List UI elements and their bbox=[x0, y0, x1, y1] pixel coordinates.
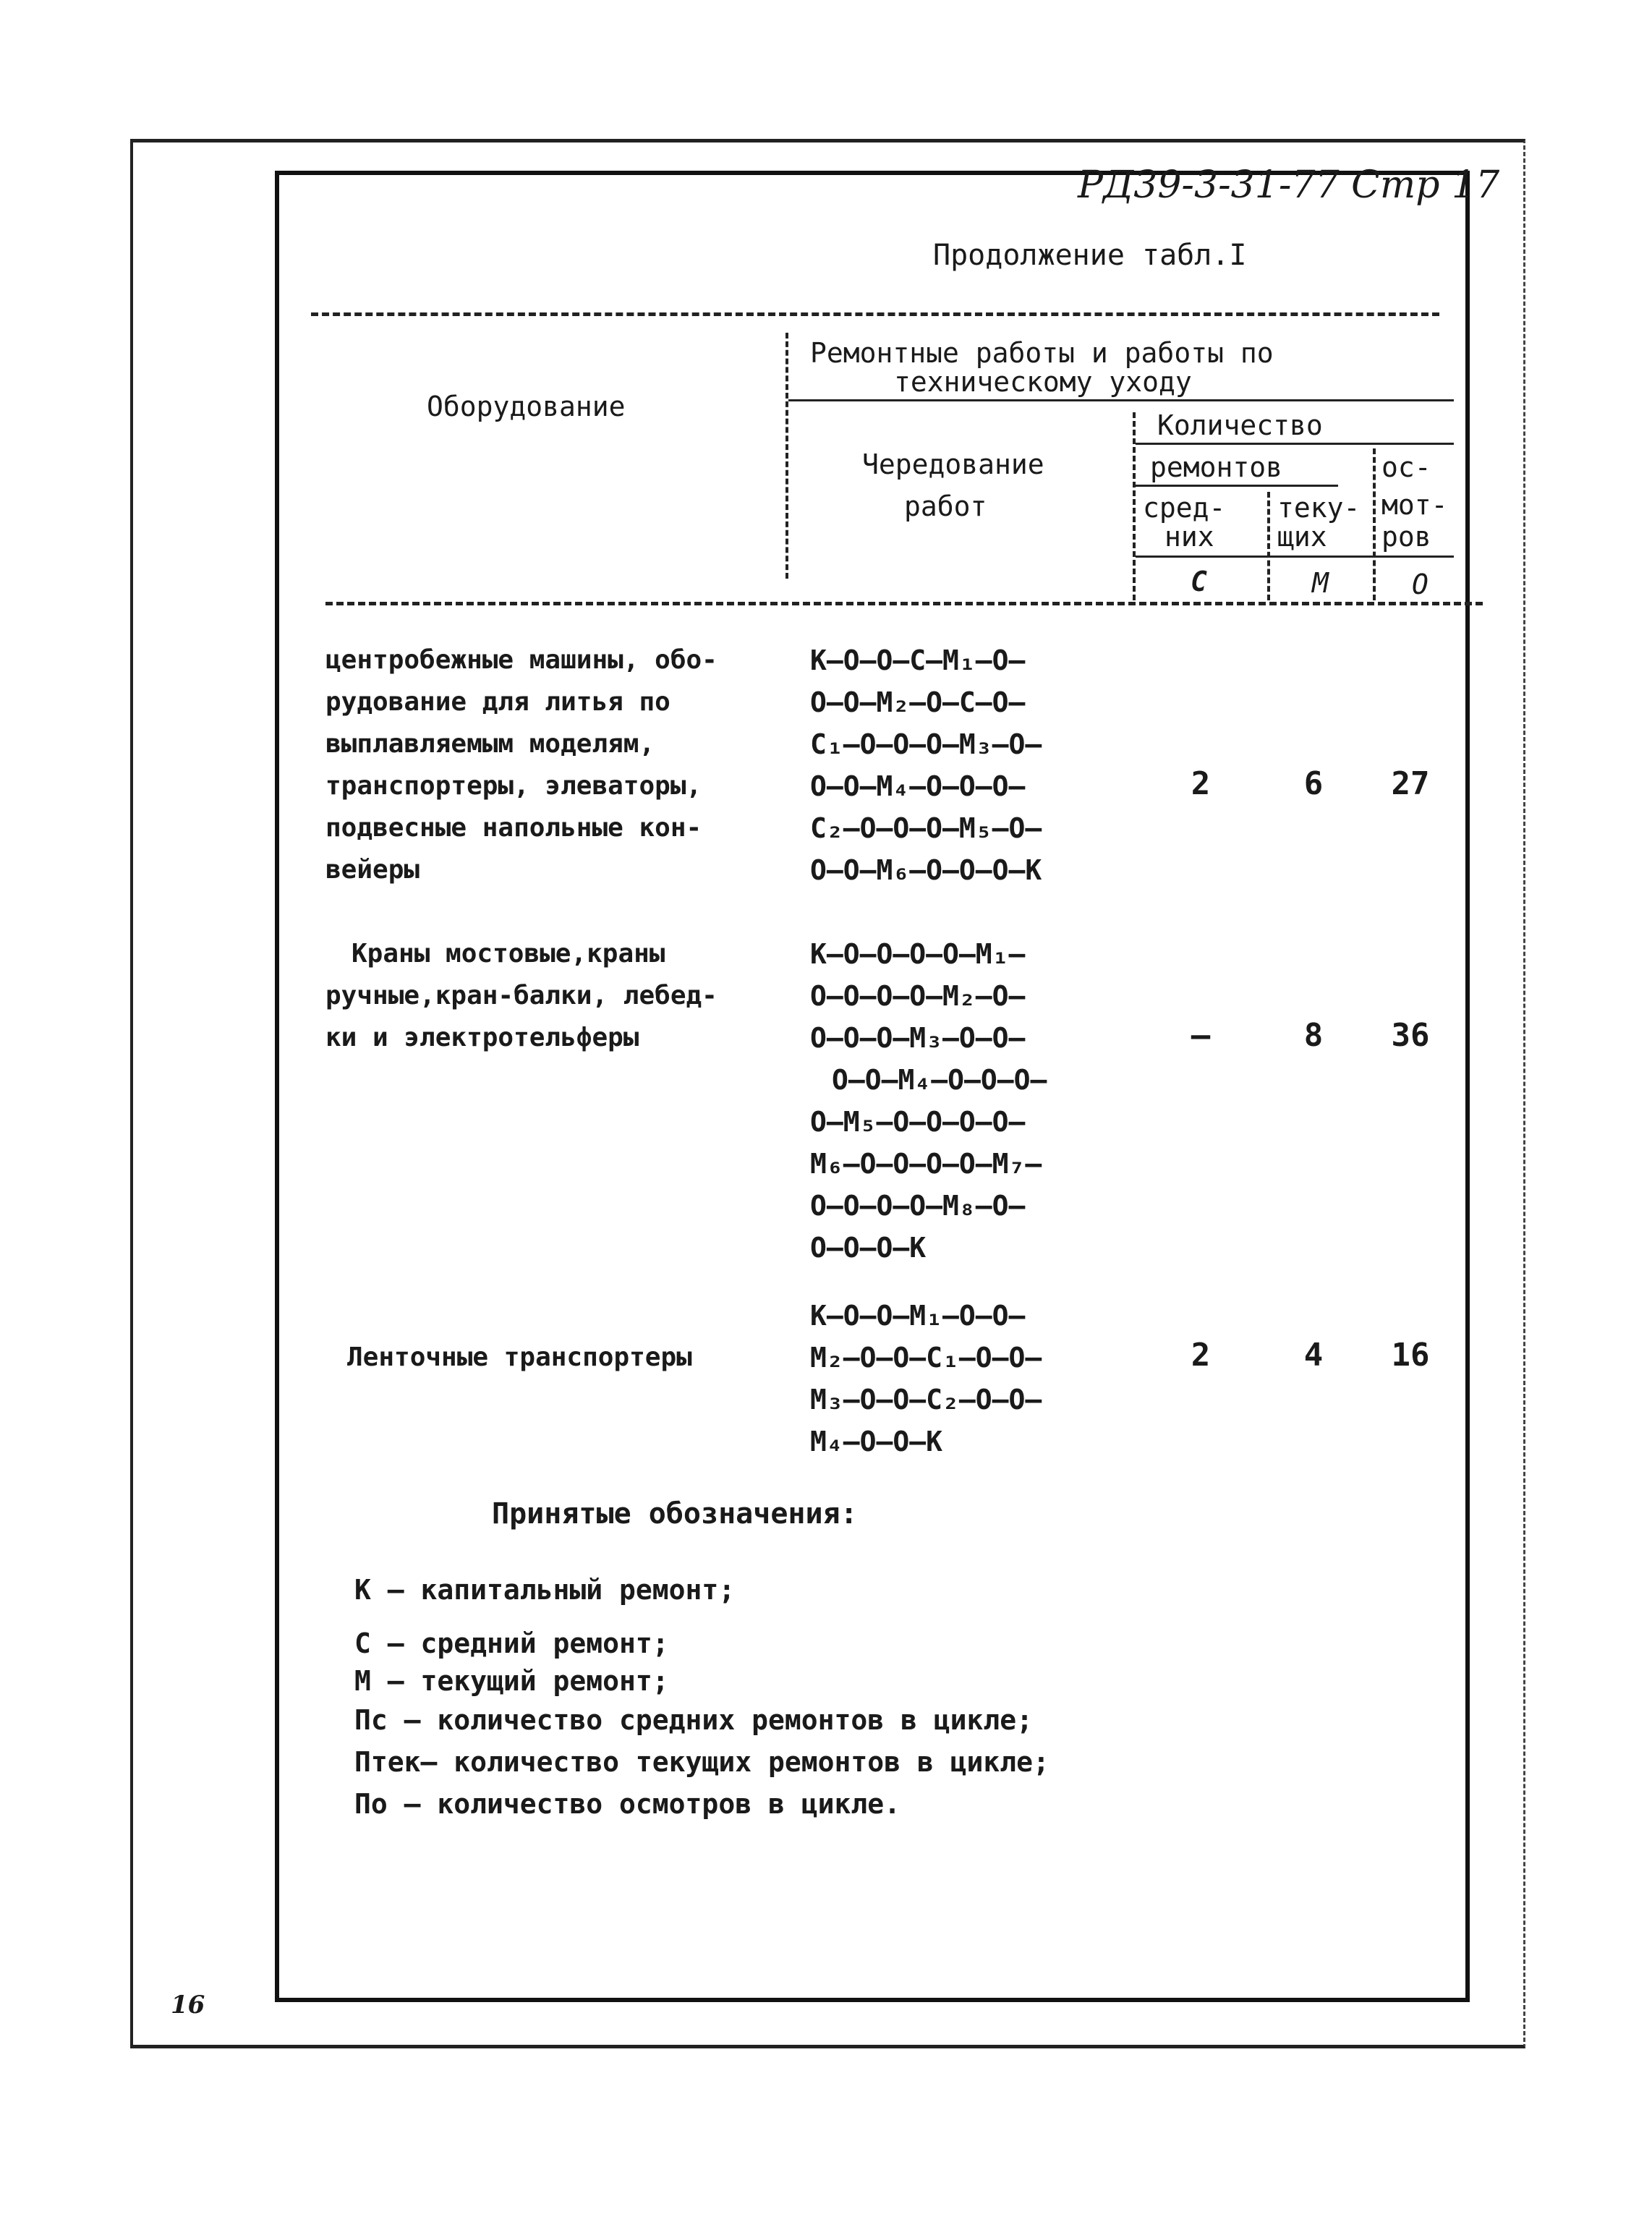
sub-underline bbox=[1136, 556, 1454, 558]
row-sequence: К–О–О–О–О–М₁– О–О–О–О–М₂–О– О–О–О–М₃–О–О– О–О–М₄–О–О–О– О–М₅–О–О–О–О– М₆–О–О–О–О–М₇– О–О–О–О–М₈–О– О–О–О–К bbox=[810, 938, 1047, 1264]
divider-count bbox=[1133, 412, 1136, 600]
legend-item: Птек– количество текущих ремонтов в цикле; bbox=[354, 1746, 1049, 1778]
header-inspections-l3: ров bbox=[1381, 521, 1431, 553]
header-medium-l2: них bbox=[1165, 521, 1214, 553]
row-medium-count: 2 bbox=[1191, 765, 1211, 802]
row-equipment: Краны мостовые,краны ручные,кран-балки, лебед- ки и электротельферы bbox=[325, 939, 718, 1052]
header-current-l2: щих bbox=[1277, 521, 1327, 553]
document-code: РД39-3-31-77 Стр 17 bbox=[1078, 163, 1500, 207]
header-symbol-current: М bbox=[1312, 567, 1329, 599]
divider-current bbox=[1267, 492, 1270, 600]
header-repair-line1: Ремонтные работы и работы по bbox=[810, 337, 1274, 369]
row-inspection-count: 36 bbox=[1391, 1017, 1430, 1054]
row-inspection-count: 16 bbox=[1391, 1337, 1430, 1374]
legend-item: Пс – количество средних ремонтов в цикле; bbox=[354, 1704, 1033, 1736]
header-symbol-inspection: О bbox=[1412, 569, 1429, 600]
row-sequence: К–О–О–М₁–О–О– М₂–О–О–С₁–О–О– М₃–О–О–С₂–О–О– М₄–О–О–К bbox=[810, 1300, 1042, 1457]
header-equipment: Оборудование bbox=[427, 391, 626, 422]
page-number: 16 bbox=[171, 1991, 205, 2019]
header-count-line1: Количество bbox=[1157, 409, 1323, 441]
header-sequence-line1: Чередование bbox=[862, 448, 1044, 480]
row-equipment: Ленточные транспортеры bbox=[347, 1342, 692, 1372]
legend-item: С – средний ремонт; bbox=[354, 1627, 669, 1659]
header-inspections-l1: ос- bbox=[1381, 451, 1431, 483]
header-repair-line2: техническому уходу bbox=[894, 366, 1192, 398]
header-medium-l1: сред- bbox=[1143, 492, 1226, 524]
header-top-rule bbox=[311, 312, 1439, 316]
header-sequence-line2: работ bbox=[904, 490, 987, 522]
row-inspection-count: 27 bbox=[1391, 765, 1430, 802]
continuation-caption: Продолжение табл.I bbox=[933, 239, 1247, 272]
row-current-count: 8 bbox=[1303, 1017, 1324, 1054]
remont-underline bbox=[1136, 485, 1338, 487]
legend-item: К – капитальный ремонт; bbox=[354, 1574, 736, 1606]
row-current-count: 4 bbox=[1303, 1337, 1324, 1374]
count-underline bbox=[1136, 443, 1454, 445]
group-underline bbox=[788, 399, 1454, 401]
header-bottom-rule bbox=[325, 602, 1483, 605]
header-symbol-medium: С bbox=[1191, 566, 1207, 597]
header-current-l1: теку- bbox=[1277, 492, 1361, 524]
divider-inspections bbox=[1373, 448, 1376, 600]
legend-item: М – текущий ремонт; bbox=[354, 1665, 669, 1697]
row-equipment: центробежные машины, обо- рудование для литья по выплавляемым моделям, транспортеры, элеваторы, подвесные напольные кон- вейеры bbox=[325, 645, 718, 885]
divider-sequence bbox=[785, 333, 788, 579]
header-count-line2: ремонтов bbox=[1150, 451, 1283, 483]
row-medium-count: – bbox=[1191, 1017, 1211, 1054]
legend-title: Принятые обозначения: bbox=[492, 1497, 858, 1531]
row-medium-count: 2 bbox=[1191, 1337, 1211, 1374]
row-sequence: К–О–О–С–М₁–О– О–О–М₂–О–С–О– С₁–О–О–О–М₃–О– О–О–М₄–О–О–О– С₂–О–О–О–М₅–О– О–О–М₆–О–О–О–К bbox=[810, 644, 1042, 886]
legend-item: По – количество осмотров в цикле. bbox=[354, 1788, 900, 1820]
table-row bbox=[325, 639, 718, 891]
header-inspections-l2: мот- bbox=[1381, 489, 1448, 521]
row-current-count: 6 bbox=[1303, 765, 1324, 802]
